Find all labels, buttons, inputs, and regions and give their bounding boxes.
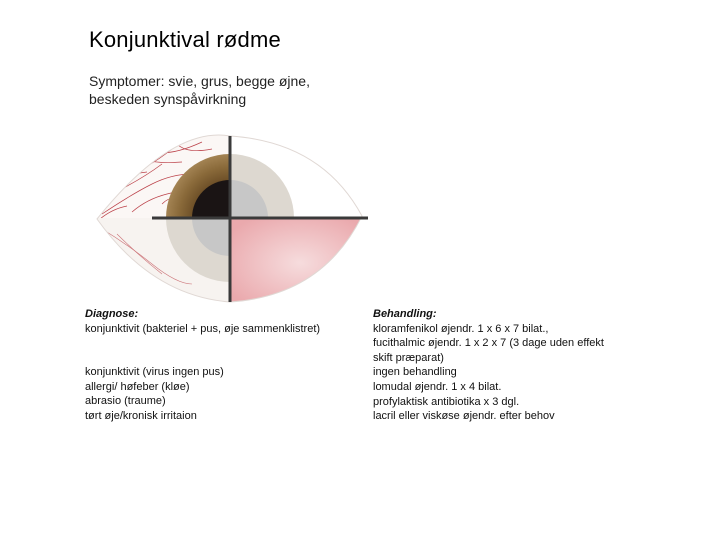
diagnosis-column bbox=[85, 307, 320, 424]
treatment-item: kloramfenikol øjendr. 1 x 6 x 7 bilat., bbox=[373, 322, 549, 335]
treatment-item: ingen behandling bbox=[373, 366, 457, 379]
diagnosis-item: abrasio (traume) bbox=[85, 395, 166, 408]
treatment-item: fucithalmic øjendr. 1 x 2 x 7 (3 dage uden effekt bbox=[373, 337, 604, 350]
diagnosis-item: konjunktivit (virus ingen pus) bbox=[85, 366, 224, 379]
symptoms-line-2: beskeden synspåvirkning bbox=[89, 91, 247, 107]
treatment-heading: Behandling: bbox=[373, 308, 437, 320]
diagnosis-item: tørt øje/kronisk irritaion bbox=[85, 409, 197, 422]
diagnosis-item: allergi/ høfeber (kløe) bbox=[85, 380, 190, 393]
sclera-red bbox=[230, 218, 368, 304]
symptoms-text bbox=[89, 72, 310, 108]
page-title: Konjunktival rødme bbox=[89, 27, 281, 52]
symptoms-line-1: Symptomer: svie, grus, begge øjne, bbox=[89, 73, 310, 89]
treatment-item: lomudal øjendr. 1 x 4 bilat. bbox=[373, 380, 502, 393]
diagnosis-item: konjunktivit (bakteriel + pus, øje sammenklistret) bbox=[85, 322, 321, 335]
eye-illustration bbox=[92, 134, 368, 304]
treatment-item: skift præparat) bbox=[373, 351, 444, 364]
treatment-item: profylaktisk antibiotika x 3 dgl. bbox=[373, 395, 520, 408]
treatment-item: lacril eller viskøse øjendr. efter behov bbox=[373, 410, 555, 423]
treatment-column bbox=[373, 307, 604, 424]
diagnosis-heading: Diagnose: bbox=[85, 308, 139, 320]
